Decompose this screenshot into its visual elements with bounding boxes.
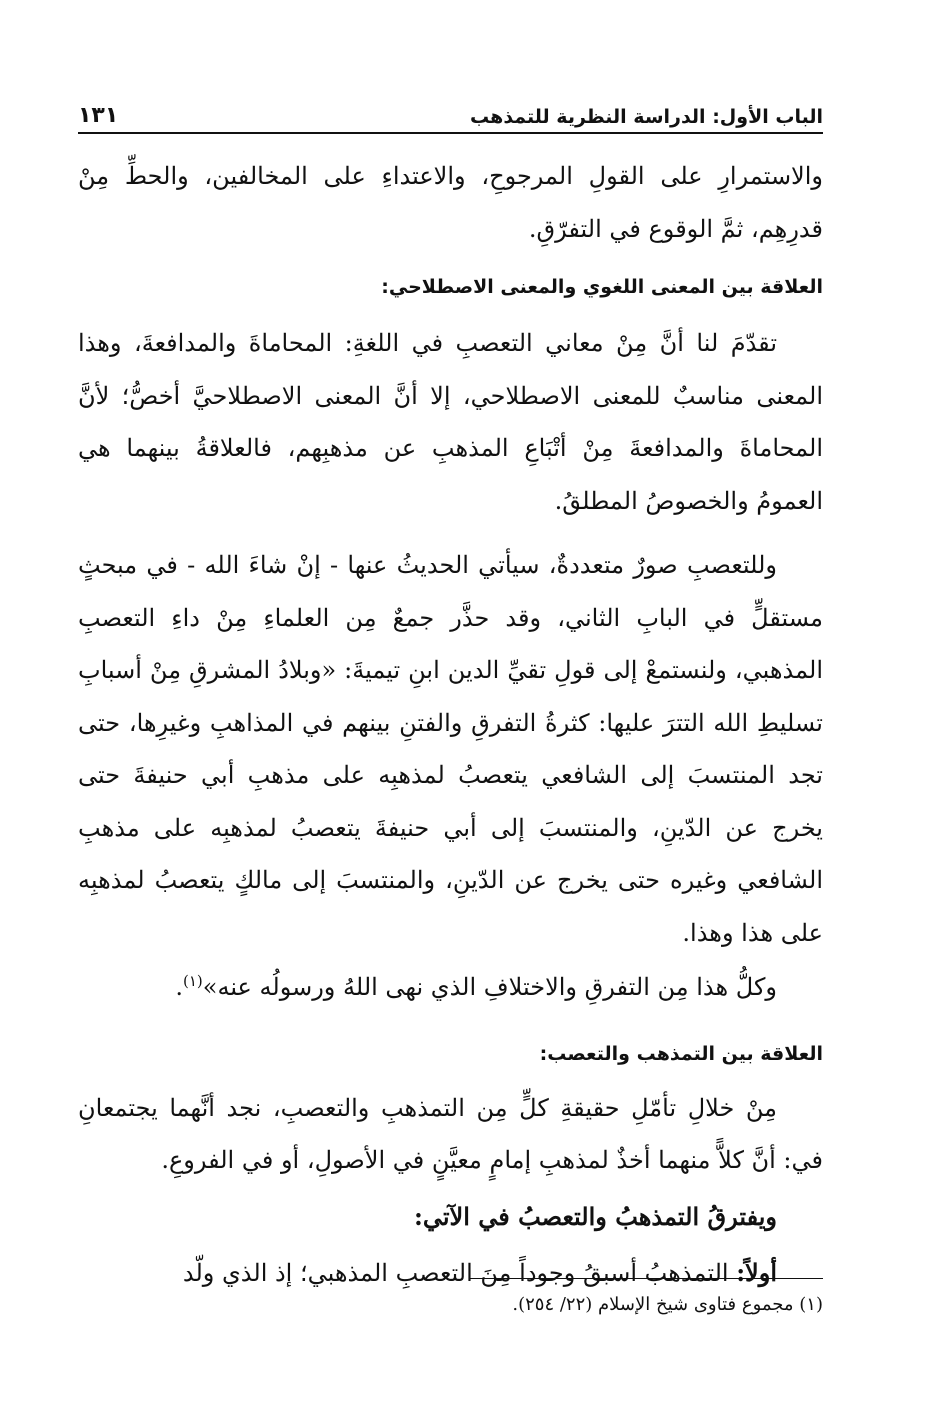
section-heading: العلاقة بين التمذهب والتعصب: xyxy=(539,1042,823,1065)
list-item xyxy=(78,1247,823,1300)
paragraph: تقدّمَ لنا أنَّ مِنْ معاني التعصبِ في اللغةِ: المحاماةَ والمدافعةَ، وهذا المعنى مناسبٌ للمعنى الاصطلاحي، إلا أنَّ المعنى الاصطلاحيَّ أخصُّ؛ لأنَّ المحاماةَ والمدافعةَ مِنْ أتْبَاعِ المذهبِ عن مذهبِهم، فالعلاقةُ بينهما هي العمومُ والخصوصُ المطلقُ. xyxy=(78,329,824,515)
list-item-text: التمذهبُ أسبقُ وجوداً مِنَ التعصبِ المذهبي؛ إذ الذي ولّد xyxy=(182,1259,729,1287)
sentence-end: . xyxy=(175,973,183,1001)
page-body xyxy=(78,150,823,1300)
page-header xyxy=(78,92,823,134)
paragraph: مِنْ خلالِ تأمّلِ حقيقةِ كلٍّ مِن التمذهبِ والتعصبِ، نجد أنَّهما يجتمعانِ في: أنَّ كلاًّ منهما أخذٌ لمذهبِ إمامٍ معيَّنٍ في الأصولِ، أو في الفروعِ. xyxy=(78,1093,823,1174)
chapter-title: الباب الأول: الدراسة النظرية للتمذهب xyxy=(470,106,823,128)
quote-end-paragraph xyxy=(78,961,823,1014)
page-number: ١٣١ xyxy=(78,103,119,128)
paragraph-text: وكلُّ هذا مِن التفرقِ والاختلافِ الذي نهى اللهُ ورسولُه عنه» xyxy=(202,973,777,1001)
list-intro: ويفترقُ التمذهبُ والتعصبُ في الآتي: xyxy=(414,1201,777,1231)
list-item-label: أولاً: xyxy=(736,1258,777,1287)
section-heading: العلاقة بين المعنى اللغوي والمعنى الاصطلاحي: xyxy=(381,276,823,298)
paragraph xyxy=(78,539,823,959)
paragraph: والاستمرارِ على القولِ المرجوحِ، والاعتداءِ على المخالفين، والحطِّ مِنْ قدرِهِم، ثمَّ الوقوع في التفرّقِ. xyxy=(78,162,823,243)
paragraph-text: وللتعصبِ صورٌ متعددةٌ، سيأتي الحديثُ عنها - إنْ شاءَ الله - في مبحثٍ مستقلٍّ في البابِ الثاني، وقد حذَّر جمعٌ مِن العلماءِ مِنْ داءِ التعصبِ المذهبي، ولنستمعْ إلى قولِ تقيِّ الدين ابنِ تيميةَ: «وبلادُ المشرقِ مِنْ أسبابِ تسليطِ الله التترَ عليها: كثرةُ التفرقِ والفتنِ بينهم في المذاهبِ وغيرِها، حتى تجد المنتسبَ إلى الشافعي يتعصبُ لمذهبِه على مذهبِ أبي حنيفةَ حتى يخرج عن الدّينِ، والمنتسبَ إلى أبي حنيفةَ يتعصبُ لمذهبِه على مذهبِ الشافعي وغيره حتى يخرج عن الدّينِ، والمنتسبَ إلى مالكٍ يتعصبُ لمذهبِه على هذا وهذا. xyxy=(78,551,824,947)
footnote: (١) مجموع فتاوى شيخ الإسلام (٢٢/ ٢٥٤). xyxy=(512,1294,823,1315)
footnote-reference[interactable]: (١) xyxy=(182,972,203,990)
footnote-divider xyxy=(469,1278,823,1279)
